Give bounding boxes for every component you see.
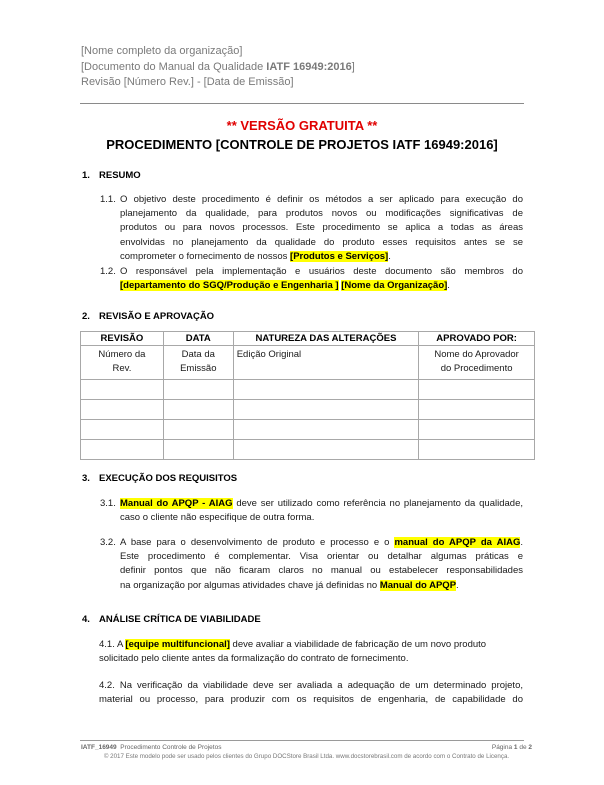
footer-doc-name: Procedimento Controle de Projetos	[120, 744, 222, 751]
paragraph-number: 1.1.	[100, 194, 116, 205]
table-row	[81, 440, 535, 460]
free-version-banner: ** VERSÃO GRATUITA **	[226, 118, 378, 133]
revision-table	[80, 331, 535, 460]
text-line: envolvidas no planejamento da qualidade do produto esses requisitos antes se se	[120, 236, 523, 248]
empty-cell	[163, 400, 233, 420]
revision-line: Revisão [Número Rev.] - [Data de Emissão]	[81, 76, 294, 88]
empty-cell	[163, 440, 233, 460]
highlight-apqp-manual-2: Manual do APQP	[379, 579, 457, 591]
table-row	[81, 420, 535, 440]
text-line: deve ser utilizado como referência no planejamento da qualidade,	[232, 498, 523, 509]
col-header-changes: NATUREZA DAS ALTERAÇÕES	[233, 332, 418, 346]
table-row	[81, 380, 535, 400]
table-row	[81, 346, 535, 380]
section-number: 3.	[82, 473, 90, 484]
header-divider	[80, 103, 524, 104]
text-line: .	[388, 250, 391, 262]
col-header-revision: REVISÃO	[81, 332, 164, 346]
text-line: definir pontos que não ficaram claros no manual ou estabelecer responsabilidades	[120, 565, 523, 577]
paragraph-4-2	[99, 679, 523, 707]
section-number: 2.	[82, 311, 90, 322]
page-title: PROCEDIMENTO [CONTROLE DE PROJETOS IATF 16949:2016]	[106, 137, 498, 152]
cell-text: Rev.	[112, 363, 132, 374]
paragraph-3-1	[100, 497, 523, 525]
section-title: RESUMO	[99, 170, 141, 181]
page-total: 2	[528, 744, 532, 751]
org-name: [Nome completo da organização]	[81, 45, 243, 57]
col-header-approved-by: APROVADO POR:	[419, 332, 535, 346]
section-2-heading	[82, 311, 214, 322]
empty-cell	[419, 440, 535, 460]
highlight-team: [equipe multifuncional]	[125, 639, 230, 650]
page-label: Página	[491, 744, 514, 751]
cell-text: Nome do Aprovador	[434, 349, 519, 360]
cell-date	[163, 346, 233, 380]
text-line: 4.1. A	[99, 639, 126, 650]
footer-doc-id: IATF_16949	[81, 744, 117, 751]
document-header	[81, 44, 355, 91]
manual-ref-suffix: ]	[351, 60, 355, 73]
text-line: solicitado pelo cliente antes da formalização do contrato de fornecimento.	[99, 653, 409, 665]
manual-ref-standard: IATF 16949:2016	[266, 60, 352, 73]
paragraph-3-2	[100, 536, 523, 593]
highlight-department: [departamento do SGQ/Produção e Engenharia ]	[120, 280, 339, 292]
cell-changes: Edição Original	[233, 346, 418, 380]
text-line: deve avaliar a viabilidade de fabricação de um novo produto	[229, 639, 487, 650]
page-indicator	[492, 744, 532, 751]
empty-cell	[419, 420, 535, 440]
text-line: O objetivo deste procedimento é definir os métodos a ser aplicado para execução do	[120, 194, 523, 205]
page-number: 1	[513, 744, 518, 751]
text-line: Este procedimento é complementar. Visa orientar ou detalhar algumas práticas e	[120, 551, 523, 563]
section-number: 4.	[82, 614, 90, 625]
text-line: O responsável pela implementação e usuários deste documento são membros do	[120, 266, 523, 277]
paragraph-1-1	[100, 193, 523, 264]
paragraph-number: 1.2.	[100, 266, 116, 277]
cell-text: Emissão	[180, 363, 217, 374]
text-line: planejamento da qualidade, para produtos novos ou modificações significativas de	[120, 208, 523, 220]
empty-cell	[419, 400, 535, 420]
table-header-row	[81, 332, 535, 346]
section-title: EXECUÇÃO DOS REQUISITOS	[99, 473, 238, 484]
text-line: caso o cliente não especifique de outra forma.	[120, 512, 315, 524]
highlight-organization-name: [Nome da Organização]	[341, 280, 448, 292]
section-number: 1.	[82, 170, 90, 181]
paragraph-number: 3.2.	[100, 537, 116, 548]
text-line: .	[456, 579, 459, 591]
table-row	[81, 400, 535, 420]
paragraph-1-2	[100, 265, 523, 293]
section-1-heading	[82, 170, 141, 181]
highlight-products-services: [Produtos e Serviços]	[290, 250, 389, 262]
footer-divider	[80, 740, 524, 741]
paragraph-4-1	[99, 638, 523, 666]
manual-ref-prefix: [Documento do Manual da Qualidade	[81, 60, 267, 73]
footer-doc-line	[81, 744, 532, 751]
empty-cell	[233, 400, 418, 420]
empty-cell	[233, 380, 418, 400]
page-of: de	[517, 744, 529, 751]
section-title: REVISÃO E APROVAÇÃO	[99, 311, 215, 322]
empty-cell	[163, 420, 233, 440]
text-line: comprometer o fornecimento de nossos	[120, 250, 291, 262]
text-line: material ou processo, para produzir com os requisitos de engenharia, de capabilidade do	[99, 694, 523, 706]
cell-revision	[81, 346, 164, 380]
section-4-heading	[82, 614, 261, 625]
empty-cell	[233, 420, 418, 440]
text-line: .	[447, 280, 450, 292]
highlight-apqp-manual: Manual do APQP - AIAG	[120, 498, 233, 509]
col-header-date: DATA	[163, 332, 233, 346]
empty-cell	[163, 380, 233, 400]
empty-cell	[81, 440, 164, 460]
section-3-heading	[82, 473, 237, 484]
empty-cell	[233, 440, 418, 460]
cell-text: do Procedimento	[440, 363, 513, 374]
cell-text: Data da	[181, 349, 215, 360]
text-line: na organização por algumas atividades chave já definidas no	[120, 579, 380, 591]
footer-copyright: © 2017 Este modelo pode ser usado pelos clientes do Grupo DOCStore Brasil Ltda. www.docstorebrasil.com de acordo com o Contrato de Licença.	[103, 753, 510, 760]
empty-cell	[81, 420, 164, 440]
section-title: ANÁLISE CRÍTICA DE VIABILIDADE	[99, 614, 261, 625]
cell-approver	[419, 346, 535, 380]
text-line: .	[520, 537, 523, 548]
empty-cell	[81, 400, 164, 420]
text-line: 4.2. Na verificação da viabilidade deve ser avaliada a adequação de um determinado projeto,	[99, 680, 523, 691]
highlight-apqp-aiag: manual do APQP da AIAG	[394, 537, 521, 548]
empty-cell	[81, 380, 164, 400]
paragraph-number: 3.1.	[100, 498, 116, 509]
text-line: produtos ou para novos processos. Este procedimento se aplica a todas as áreas	[120, 222, 523, 234]
empty-cell	[419, 380, 535, 400]
text-line: A base para o desenvolvimento de produto e processo e o	[120, 537, 395, 548]
manual-reference	[81, 60, 355, 76]
cell-text: Número da	[98, 349, 146, 360]
